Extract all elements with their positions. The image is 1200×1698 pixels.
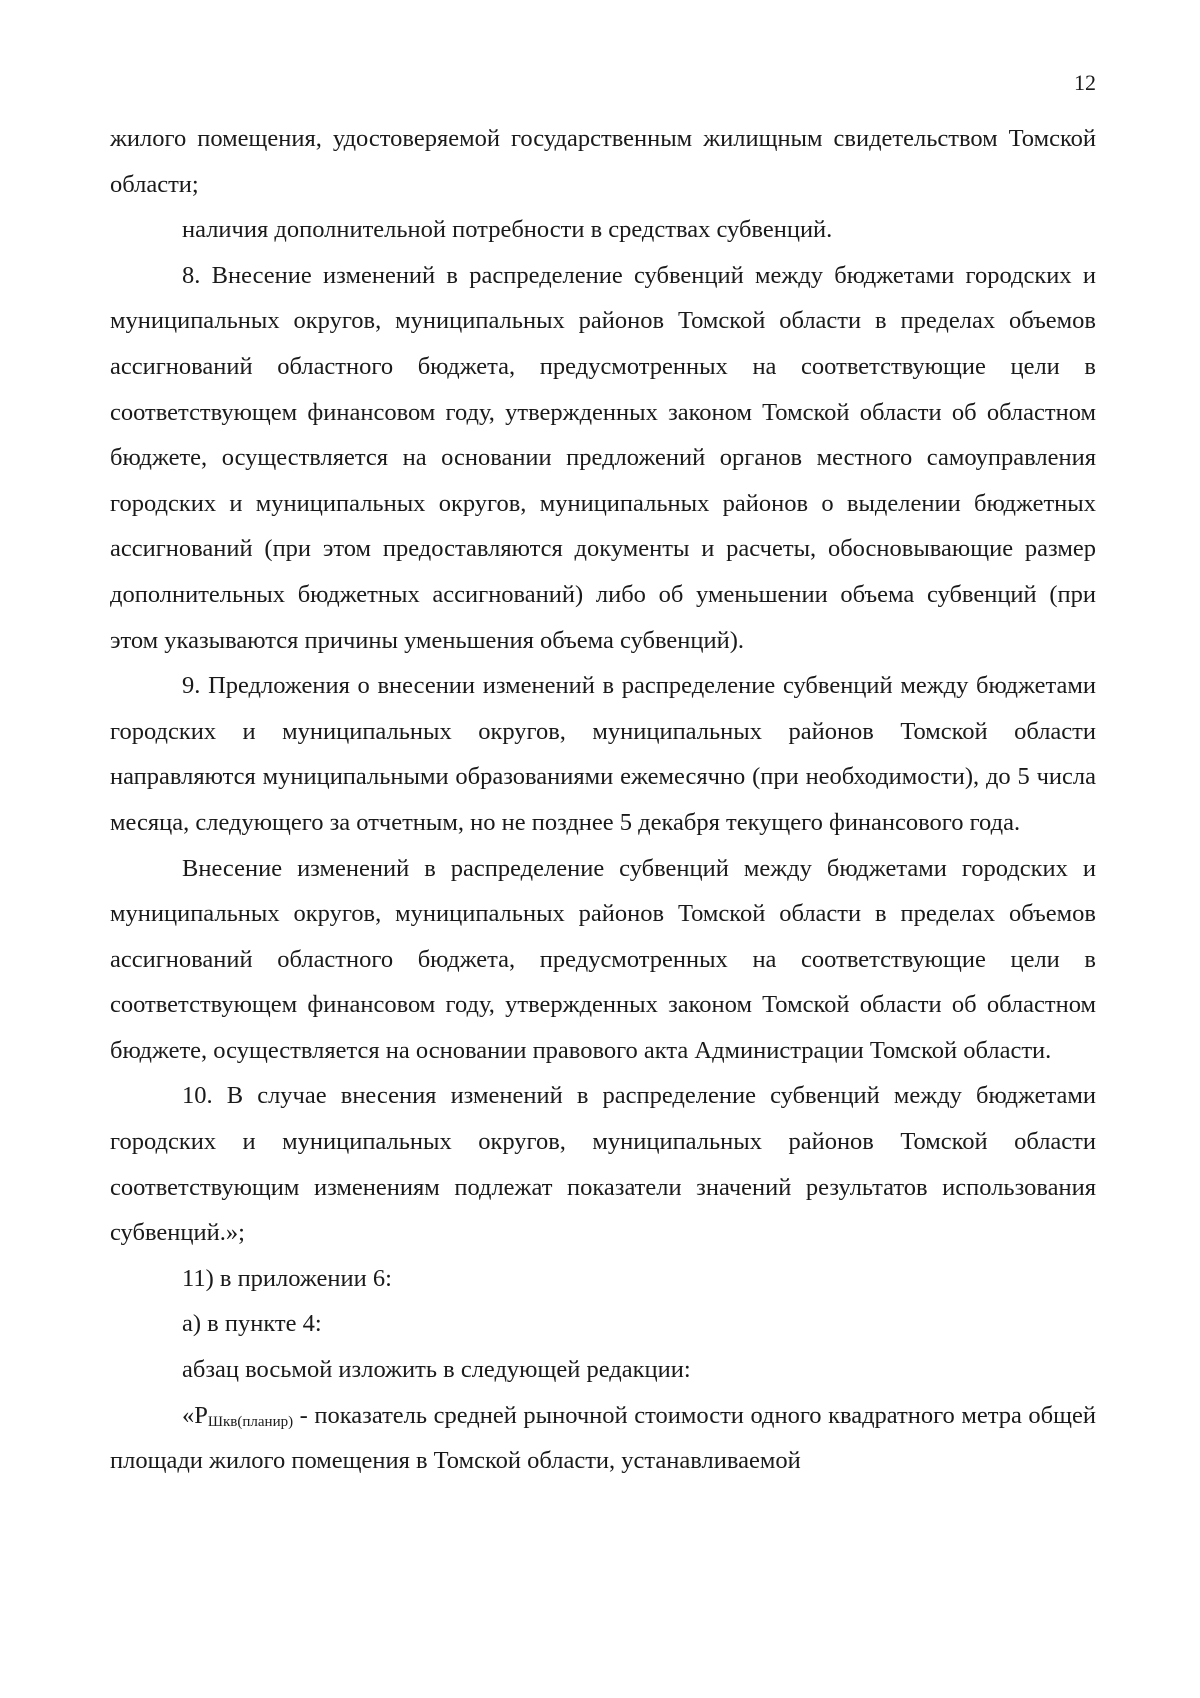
paragraph-6: 10. В случае внесения изменений в распределение субвенций между бюджетами городских и муниципальных округов, муниципальных районов Томской области соответствующим изменениям подлежат показатели значений результатов использования субвенций.»; (110, 1082, 1096, 1247)
paragraph-7: 11) в приложении 6: (182, 1264, 392, 1292)
document-body (110, 116, 1096, 1484)
paragraph-4: 9. Предложения о внесении изменений в распределение субвенций между бюджетами городских и муниципальных округов, муниципальных районов Томской области направляются муниципальными образованиями ежемесячно (при необходимости), до 5 числа месяца, следующего за отчетным, но не позднее 5 декабря текущего финансового года. (110, 672, 1096, 836)
paragraph-9: абзац восьмой изложить в следующей редакции: (182, 1356, 691, 1384)
formula-paragraph (110, 1393, 1096, 1484)
paragraph-5: Внесение изменений в распределение субвенций между бюджетами городских и муниципальных округов, муниципальных районов Томской области в пределах объемов ассигнований областного бюджета, предусмотренных на соответствующие цели в соответствующем финансовом году, утвержденных законом Томской области об областном бюджете, осуществляется на основании правового акта Администрации Томской области. (110, 854, 1096, 1064)
formula-text: - показатель средней рыночной стоимости одного квадратного метра общей площади жилого помещения в Томской области, устанавливаемой (110, 1401, 1096, 1475)
paragraph-2: наличия дополнительной потребности в средствах субвенций. (182, 216, 833, 244)
paragraph-3: 8. Внесение изменений в распределение субвенций между бюджетами городских и муниципальных округов, муниципальных районов Томской области в пределах объемов ассигнований областного бюджета, предусмотренных на соответствующие цели в соответствующем финансовом году, утвержденных законом Томской области об областном бюджете, осуществляется на основании предложений органов местного самоуправления городских и муниципальных округов, муниципальных районов о выделении бюджетных ассигнований (при этом предоставляются документы и расчеты, обосновывающие размер дополнительных бюджетных ассигнований) либо об уменьшении объема субвенций (при этом указываются причины уменьшения объема субвенций). (110, 261, 1096, 654)
formula-symbol: Р (194, 1401, 208, 1429)
open-quote: « (182, 1401, 195, 1429)
paragraph-1: жилого помещения, удостоверяемой государственным жилищным свидетельством Томской области; (110, 125, 1096, 198)
paragraph-8: а) в пункте 4: (182, 1310, 322, 1338)
formula-subscript: Шкв(планир) (207, 1413, 294, 1430)
page-number: 12 (1074, 70, 1096, 95)
